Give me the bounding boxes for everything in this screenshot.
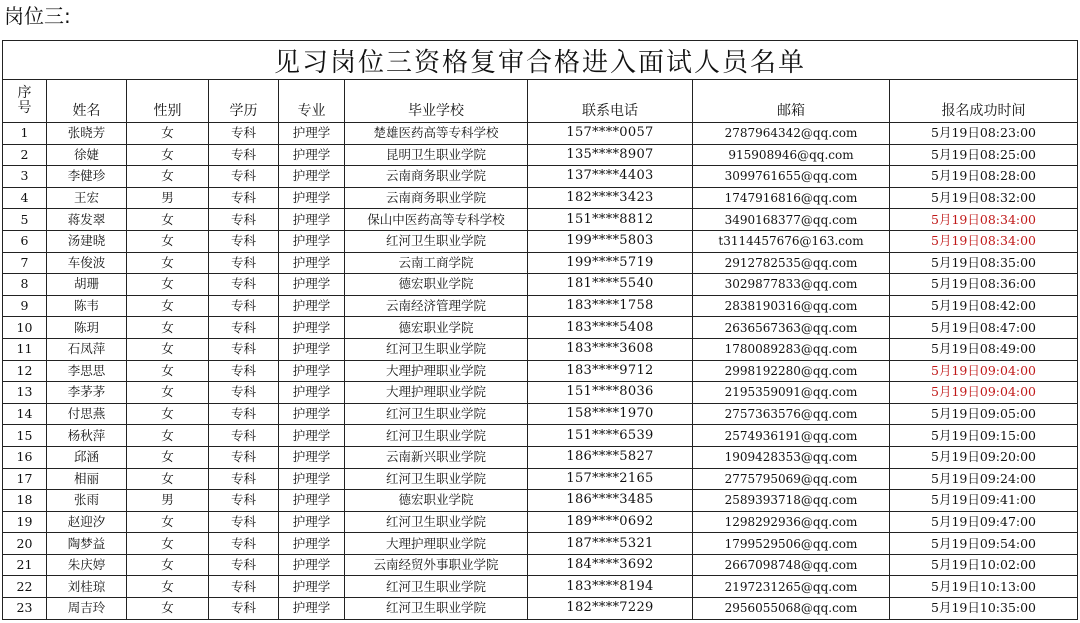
cell-school: 红河卫生职业学院 (345, 511, 528, 533)
column-header-seq (3, 80, 47, 123)
table-row (3, 274, 1078, 296)
cell-phone: 157****2165 (528, 468, 693, 490)
cell-time: 5月19日08:42:00 (890, 295, 1078, 317)
candidate-table (2, 40, 1078, 620)
cell-time: 5月19日10:02:00 (890, 554, 1078, 576)
cell-name: 刘桂琼 (47, 576, 127, 598)
cell-school: 红河卫生职业学院 (345, 230, 528, 252)
table-row (3, 252, 1078, 274)
cell-education: 专科 (209, 209, 279, 231)
cell-time: 5月19日08:35:00 (890, 252, 1078, 274)
cell-gender: 女 (127, 252, 209, 274)
table-row (3, 403, 1078, 425)
cell-phone: 199****5719 (528, 252, 693, 274)
cell-seq: 9 (3, 295, 47, 317)
cell-major: 护理学 (279, 425, 345, 447)
cell-email: 2912782535@qq.com (693, 252, 890, 274)
cell-email: 2197231265@qq.com (693, 576, 890, 598)
cell-time: 5月19日08:32:00 (890, 187, 1078, 209)
cell-education: 专科 (209, 252, 279, 274)
cell-email: 2956055068@qq.com (693, 598, 890, 620)
cell-name: 杨秋萍 (47, 425, 127, 447)
cell-major: 护理学 (279, 382, 345, 404)
cell-seq: 11 (3, 338, 47, 360)
cell-time: 5月19日09:41:00 (890, 490, 1078, 512)
cell-major: 护理学 (279, 123, 345, 145)
cell-time: 5月19日09:20:00 (890, 446, 1078, 468)
cell-education: 专科 (209, 533, 279, 555)
column-header-phone: 联系电话 (528, 80, 693, 123)
cell-seq: 6 (3, 230, 47, 252)
cell-school: 大理护理职业学院 (345, 533, 528, 555)
cell-name: 邱涵 (47, 446, 127, 468)
cell-major: 护理学 (279, 166, 345, 188)
cell-school: 德宏职业学院 (345, 274, 528, 296)
table-row (3, 360, 1078, 382)
cell-major: 护理学 (279, 554, 345, 576)
cell-education: 专科 (209, 317, 279, 339)
cell-gender: 女 (127, 317, 209, 339)
cell-education: 专科 (209, 382, 279, 404)
cell-school: 大理护理职业学院 (345, 360, 528, 382)
cell-time: 5月19日08:34:00 (890, 230, 1078, 252)
cell-time: 5月19日10:35:00 (890, 598, 1078, 620)
cell-school: 云南商务职业学院 (345, 187, 528, 209)
cell-gender: 女 (127, 468, 209, 490)
cell-education: 专科 (209, 425, 279, 447)
cell-phone: 184****3692 (528, 554, 693, 576)
cell-name: 蒋发翠 (47, 209, 127, 231)
cell-gender: 女 (127, 576, 209, 598)
column-header-school: 毕业学校 (345, 80, 528, 123)
cell-time: 5月19日10:13:00 (890, 576, 1078, 598)
cell-name: 张雨 (47, 490, 127, 512)
cell-name: 陈玥 (47, 317, 127, 339)
cell-gender: 女 (127, 533, 209, 555)
cell-seq: 19 (3, 511, 47, 533)
table-row (3, 446, 1078, 468)
cell-major: 护理学 (279, 252, 345, 274)
cell-gender: 女 (127, 123, 209, 145)
cell-gender: 女 (127, 446, 209, 468)
cell-school: 红河卫生职业学院 (345, 598, 528, 620)
table-row (3, 468, 1078, 490)
cell-school: 云南经济管理学院 (345, 295, 528, 317)
table-row (3, 576, 1078, 598)
cell-time: 5月19日09:54:00 (890, 533, 1078, 555)
cell-email: 2589393718@qq.com (693, 490, 890, 512)
cell-phone: 151****6539 (528, 425, 693, 447)
table-row (3, 554, 1078, 576)
cell-time: 5月19日09:05:00 (890, 403, 1078, 425)
cell-education: 专科 (209, 338, 279, 360)
cell-major: 护理学 (279, 490, 345, 512)
cell-gender: 女 (127, 360, 209, 382)
cell-gender: 女 (127, 403, 209, 425)
cell-email: 3490168377@qq.com (693, 209, 890, 231)
table-row (3, 425, 1078, 447)
cell-school: 红河卫生职业学院 (345, 338, 528, 360)
cell-time: 5月19日09:24:00 (890, 468, 1078, 490)
cell-name: 周吉玲 (47, 598, 127, 620)
cell-school: 大理护理职业学院 (345, 382, 528, 404)
cell-gender: 男 (127, 187, 209, 209)
cell-phone: 183****1758 (528, 295, 693, 317)
cell-phone: 187****5321 (528, 533, 693, 555)
cell-school: 保山中医药高等专科学校 (345, 209, 528, 231)
cell-school: 昆明卫生职业学院 (345, 144, 528, 166)
table-row (3, 144, 1078, 166)
cell-name: 李茅茅 (47, 382, 127, 404)
cell-education: 专科 (209, 230, 279, 252)
table-title: 见习岗位三资格复审合格进入面试人员名单 (3, 41, 1078, 80)
table-row (3, 123, 1078, 145)
cell-school: 德宏职业学院 (345, 490, 528, 512)
cell-major: 护理学 (279, 230, 345, 252)
cell-phone: 183****3608 (528, 338, 693, 360)
cell-email: 2636567363@qq.com (693, 317, 890, 339)
cell-email: 2838190316@qq.com (693, 295, 890, 317)
cell-gender: 女 (127, 338, 209, 360)
cell-email: 1799529506@qq.com (693, 533, 890, 555)
cell-seq: 22 (3, 576, 47, 598)
cell-email: 1747916816@qq.com (693, 187, 890, 209)
cell-seq: 2 (3, 144, 47, 166)
cell-school: 红河卫生职业学院 (345, 576, 528, 598)
cell-gender: 女 (127, 166, 209, 188)
cell-education: 专科 (209, 274, 279, 296)
table-row (3, 209, 1078, 231)
cell-email: t3114457676@163.com (693, 230, 890, 252)
cell-seq: 8 (3, 274, 47, 296)
cell-gender: 女 (127, 144, 209, 166)
cell-school: 红河卫生职业学院 (345, 403, 528, 425)
cell-gender: 女 (127, 382, 209, 404)
cell-phone: 186****3485 (528, 490, 693, 512)
cell-seq: 18 (3, 490, 47, 512)
cell-education: 专科 (209, 554, 279, 576)
cell-major: 护理学 (279, 338, 345, 360)
table-header-row (3, 80, 1078, 123)
cell-seq: 23 (3, 598, 47, 620)
table-row (3, 338, 1078, 360)
cell-major: 护理学 (279, 598, 345, 620)
cell-time: 5月19日08:25:00 (890, 144, 1078, 166)
cell-major: 护理学 (279, 144, 345, 166)
cell-time: 5月19日09:04:00 (890, 360, 1078, 382)
cell-major: 护理学 (279, 274, 345, 296)
cell-gender: 男 (127, 490, 209, 512)
cell-phone: 183****5408 (528, 317, 693, 339)
cell-school: 红河卫生职业学院 (345, 425, 528, 447)
cell-phone: 151****8812 (528, 209, 693, 231)
cell-gender: 女 (127, 425, 209, 447)
cell-name: 付思燕 (47, 403, 127, 425)
cell-gender: 女 (127, 230, 209, 252)
cell-major: 护理学 (279, 446, 345, 468)
cell-seq: 14 (3, 403, 47, 425)
cell-email: 2775795069@qq.com (693, 468, 890, 490)
table-row (3, 382, 1078, 404)
cell-phone: 157****0057 (528, 123, 693, 145)
cell-seq: 10 (3, 317, 47, 339)
table-row (3, 187, 1078, 209)
cell-name: 胡珊 (47, 274, 127, 296)
cell-phone: 199****5803 (528, 230, 693, 252)
cell-email: 2195359091@qq.com (693, 382, 890, 404)
cell-major: 护理学 (279, 533, 345, 555)
cell-school: 云南新兴职业学院 (345, 446, 528, 468)
cell-gender: 女 (127, 598, 209, 620)
cell-gender: 女 (127, 274, 209, 296)
cell-name: 石凤萍 (47, 338, 127, 360)
column-header-seq-line1: 序 (17, 85, 32, 101)
cell-school: 云南商务职业学院 (345, 166, 528, 188)
cell-education: 专科 (209, 490, 279, 512)
cell-time: 5月19日08:49:00 (890, 338, 1078, 360)
cell-name: 车俊波 (47, 252, 127, 274)
cell-name: 王宏 (47, 187, 127, 209)
cell-seq: 5 (3, 209, 47, 231)
column-header-gender: 性别 (127, 80, 209, 123)
cell-major: 护理学 (279, 360, 345, 382)
cell-name: 赵迎汐 (47, 511, 127, 533)
cell-education: 专科 (209, 123, 279, 145)
cell-time: 5月19日08:36:00 (890, 274, 1078, 296)
cell-education: 专科 (209, 166, 279, 188)
cell-seq: 13 (3, 382, 47, 404)
table-row (3, 230, 1078, 252)
cell-email: 1780089283@qq.com (693, 338, 890, 360)
cell-major: 护理学 (279, 403, 345, 425)
cell-phone: 151****8036 (528, 382, 693, 404)
cell-school: 云南工商学院 (345, 252, 528, 274)
cell-email: 2574936191@qq.com (693, 425, 890, 447)
cell-phone: 189****0692 (528, 511, 693, 533)
column-header-time: 报名成功时间 (890, 80, 1078, 123)
cell-time: 5月19日08:47:00 (890, 317, 1078, 339)
cell-name: 汤建晓 (47, 230, 127, 252)
cell-seq: 15 (3, 425, 47, 447)
cell-gender: 女 (127, 295, 209, 317)
cell-phone: 183****9712 (528, 360, 693, 382)
table-row (3, 511, 1078, 533)
cell-education: 专科 (209, 598, 279, 620)
cell-name: 相丽 (47, 468, 127, 490)
cell-education: 专科 (209, 295, 279, 317)
table-row (3, 295, 1078, 317)
column-header-name: 姓名 (47, 80, 127, 123)
cell-seq: 16 (3, 446, 47, 468)
table-row (3, 166, 1078, 188)
cell-email: 3029877833@qq.com (693, 274, 890, 296)
column-header-email: 邮箱 (693, 80, 890, 123)
cell-school: 楚雄医药高等专科学校 (345, 123, 528, 145)
candidate-table-container (2, 40, 1077, 620)
cell-email: 1298292936@qq.com (693, 511, 890, 533)
cell-major: 护理学 (279, 511, 345, 533)
cell-time: 5月19日09:04:00 (890, 382, 1078, 404)
cell-gender: 女 (127, 554, 209, 576)
cell-education: 专科 (209, 446, 279, 468)
cell-major: 护理学 (279, 317, 345, 339)
cell-name: 朱庆婷 (47, 554, 127, 576)
cell-time: 5月19日08:23:00 (890, 123, 1078, 145)
cell-time: 5月19日09:47:00 (890, 511, 1078, 533)
cell-seq: 7 (3, 252, 47, 274)
cell-gender: 女 (127, 511, 209, 533)
cell-name: 陈韦 (47, 295, 127, 317)
cell-name: 张晓芳 (47, 123, 127, 145)
cell-education: 专科 (209, 468, 279, 490)
cell-major: 护理学 (279, 468, 345, 490)
cell-time: 5月19日08:28:00 (890, 166, 1078, 188)
cell-phone: 182****7229 (528, 598, 693, 620)
cell-major: 护理学 (279, 576, 345, 598)
page-heading: 岗位三: (4, 4, 71, 28)
cell-phone: 181****5540 (528, 274, 693, 296)
cell-school: 云南经贸外事职业学院 (345, 554, 528, 576)
cell-education: 专科 (209, 360, 279, 382)
cell-seq: 1 (3, 123, 47, 145)
cell-time: 5月19日08:34:00 (890, 209, 1078, 231)
cell-education: 专科 (209, 403, 279, 425)
table-body (3, 123, 1078, 620)
cell-email: 1909428353@qq.com (693, 446, 890, 468)
cell-email: 915908946@qq.com (693, 144, 890, 166)
cell-phone: 186****5827 (528, 446, 693, 468)
cell-seq: 20 (3, 533, 47, 555)
cell-phone: 158****1970 (528, 403, 693, 425)
cell-gender: 女 (127, 209, 209, 231)
cell-education: 专科 (209, 576, 279, 598)
cell-major: 护理学 (279, 209, 345, 231)
cell-school: 红河卫生职业学院 (345, 468, 528, 490)
cell-seq: 12 (3, 360, 47, 382)
cell-name: 陶梦益 (47, 533, 127, 555)
cell-seq: 17 (3, 468, 47, 490)
cell-name: 李思思 (47, 360, 127, 382)
cell-phone: 183****8194 (528, 576, 693, 598)
cell-education: 专科 (209, 187, 279, 209)
cell-name: 徐婕 (47, 144, 127, 166)
table-row (3, 598, 1078, 620)
cell-phone: 135****8907 (528, 144, 693, 166)
cell-major: 护理学 (279, 295, 345, 317)
cell-seq: 4 (3, 187, 47, 209)
cell-time: 5月19日09:15:00 (890, 425, 1078, 447)
cell-education: 专科 (209, 511, 279, 533)
column-header-seq-line2: 号 (17, 100, 32, 116)
cell-email: 3099761655@qq.com (693, 166, 890, 188)
cell-seq: 21 (3, 554, 47, 576)
table-row (3, 317, 1078, 339)
cell-school: 德宏职业学院 (345, 317, 528, 339)
cell-email: 2757363576@qq.com (693, 403, 890, 425)
cell-name: 李健珍 (47, 166, 127, 188)
cell-major: 护理学 (279, 187, 345, 209)
column-header-education: 学历 (209, 80, 279, 123)
cell-email: 2998192280@qq.com (693, 360, 890, 382)
cell-phone: 137****4403 (528, 166, 693, 188)
column-header-major: 专业 (279, 80, 345, 123)
cell-email: 2667098748@qq.com (693, 554, 890, 576)
cell-email: 2787964342@qq.com (693, 123, 890, 145)
table-row (3, 490, 1078, 512)
cell-phone: 182****3423 (528, 187, 693, 209)
table-row (3, 533, 1078, 555)
cell-education: 专科 (209, 144, 279, 166)
cell-seq: 3 (3, 166, 47, 188)
